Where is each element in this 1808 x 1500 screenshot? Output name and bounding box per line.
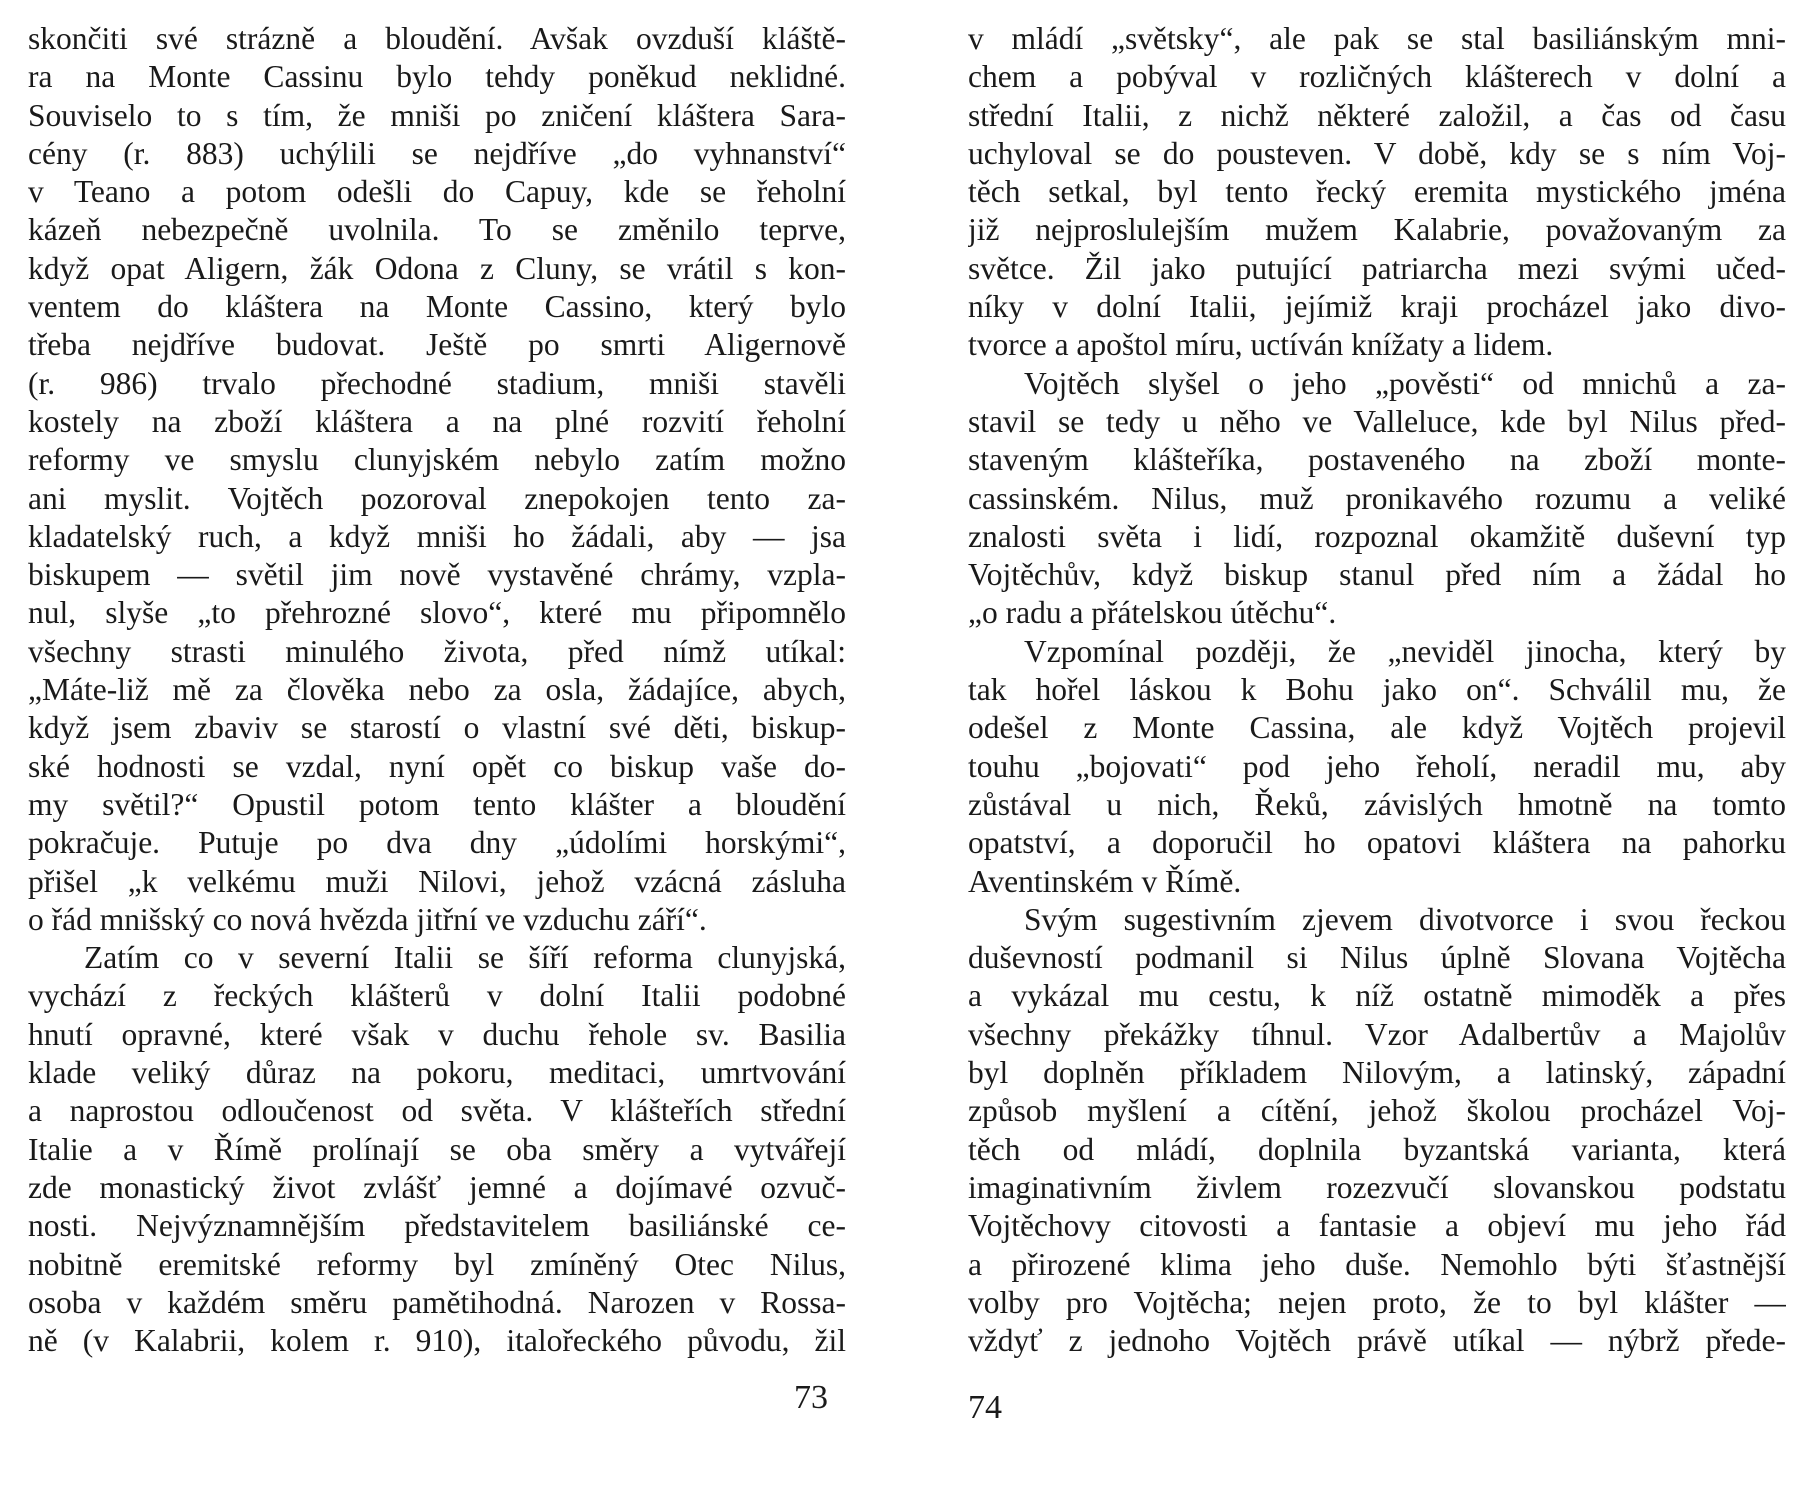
text-line: již nejproslulejším mužem Kalabrie, považovaným za [968, 212, 1786, 248]
text-line: ra na Monte Cassinu bylo tehdy poněkud neklidné. [28, 59, 846, 95]
left-page [28, 20, 846, 1360]
text-line: tak hořel láskou k Bohu jako on“. Schválil mu, že [968, 672, 1786, 708]
text-line: ventem do kláštera na Monte Cassino, který bylo [28, 289, 846, 325]
text-line: tvorce a apoštol míru, uctíván knížaty a lidem. [968, 327, 1554, 363]
text-line: touhu „bojovati“ pod jeho řeholí, neradil mu, aby [968, 748, 1786, 784]
text-line: střední Italii, z nichž některé založil, a čas od času [968, 97, 1786, 133]
text-line: byl doplněn příkladem Nilovým, a latinský, západní [968, 1055, 1786, 1091]
text-line: ské hodnosti se vzdal, nyní opět co biskup vaše do- [28, 748, 846, 784]
text-line: „o radu a přátelskou útěchu“. [968, 595, 1337, 631]
page-number-left: 73 [794, 1379, 828, 1416]
text-line: pokračuje. Putuje po dva dny „údolími horskými“, [28, 825, 846, 861]
text-line: světce. Žil jako putující patriarcha mezi svými učed- [968, 250, 1786, 286]
paragraph-start-line: Vojtěch slyšel o jeho „pověsti“ od mnichů a za- [1024, 365, 1786, 401]
text-line: kladatelský ruch, a když mniši ho žádali, aby — jsa [28, 518, 846, 554]
text-line: znalosti světa i lidí, rozpoznal okamžitě duševní typ [968, 518, 1786, 554]
text-line: staveným klášteříka, postaveného na zboží monte- [968, 442, 1786, 478]
text-line: opatství, a doporučil ho opatovi kláštera na pahorku [968, 825, 1786, 861]
text-line: když opat Aligern, žák Odona z Cluny, se vrátil s kon- [28, 250, 846, 286]
page-number-right: 74 [968, 1389, 1002, 1426]
text-line: cény (r. 883) uchýlili se nejdříve „do vyhnanství“ [28, 135, 846, 171]
text-line: všechny překážky tíhnul. Vzor Adalbertův a Majolův [968, 1016, 1786, 1052]
text-line: duševností podmanil si Nilus úplně Slovana Vojtěcha [968, 940, 1786, 976]
text-line: o řád mnišský co nová hvězda jitřní ve vzduchu září“. [28, 901, 707, 937]
text-line: třeba nejdříve budovat. Ještě po smrti Aligernově [28, 327, 846, 363]
text-line: a vykázal mu cestu, k níž ostatně mimoděk a přes [968, 978, 1786, 1014]
text-line: reformy ve smyslu clunyjském nebylo zatím možno [28, 442, 846, 478]
text-line: v mládí „světsky“, ale pak se stal basiliánským mni- [968, 21, 1786, 56]
text-line: my světil?“ Opustil potom tento klášter a bloudění [28, 786, 846, 822]
text-line: biskupem — světil jim nově vystavěné chrámy, vzpla- [28, 557, 846, 593]
text-line: zde monastický život zvlášť jemné a dojímavé ozvuč- [28, 1169, 846, 1205]
text-line: Vojtěchovy citovosti a fantasie a objeví mu jeho řád [968, 1208, 1786, 1244]
text-line: vychází z řeckých klášterů v dolní Italii podobné [28, 978, 846, 1014]
text-line: vždyť z jednoho Vojtěch právě utíkal — nýbrž přede- [968, 1323, 1786, 1359]
text-line: Vojtěchův, když biskup stanul před ním a žádal ho [968, 557, 1786, 593]
text-line: nosti. Nejvýznamnějším představitelem basiliánské ce- [28, 1208, 846, 1244]
text-line: odešel z Monte Cassina, ale když Vojtěch projevil [968, 710, 1786, 746]
text-line: „Máte-liž mě za člověka nebo za osla, žádajíce, abych, [28, 672, 846, 708]
text-line: klade veliký důraz na pokoru, meditaci, umrtvování [28, 1055, 846, 1091]
text-line: cassinském. Nilus, muž pronikavého rozumu a veliké [968, 480, 1786, 516]
text-line: Aventinském v Římě. [968, 863, 1242, 899]
text-line: těch setkal, byl tento řecký eremita mystického jména [968, 174, 1786, 210]
text-line: chem a pobýval v rozličných klášterech v dolní a [968, 59, 1786, 95]
text-line: stavil se tedy u něho ve Valleluce, kde byl Nilus před- [968, 403, 1786, 439]
text-line: nul, slyše „to přehrozné slovo“, které mu připomnělo [28, 595, 846, 631]
text-line: níky v dolní Italii, jejímiž kraji procházel jako divo- [968, 289, 1786, 325]
text-line: ně (v Kalabrii, kolem r. 910), italořeckého původu, žil [28, 1323, 846, 1359]
text-line: když jsem zbaviv se starostí o vlastní své děti, biskup- [28, 710, 846, 746]
text-line: skončiti své strázně a bloudění. Avšak ovzduší kláště- [28, 21, 846, 56]
text-line: ani myslit. Vojtěch pozoroval znepokojen tento za- [28, 480, 846, 516]
text-line: uchyloval se do pousteven. V době, kdy se s ním Voj- [968, 135, 1786, 171]
text-line: osoba v každém směru pamětihodná. Narozen v Rossa- [28, 1284, 846, 1320]
text-line: (r. 986) trvalo přechodné stadium, mniši stavěli [28, 365, 846, 401]
text-line: a naprostou odloučenost od světa. V klášteřích střední [28, 1093, 846, 1129]
text-line: a přirozené klima jeho duše. Nemohlo býti šťastnější [968, 1246, 1786, 1282]
text-line: imaginativním živlem rozezvučí slovanskou podstatu [968, 1169, 1786, 1205]
text-line: všechny strasti minulého života, před nímž utíkal: [28, 633, 846, 669]
text-line: Souviselo to s tím, že mniši po zničení kláštera Sara- [28, 97, 846, 133]
right-page [968, 20, 1786, 1360]
text-line: zůstával u nich, Řeků, závislých hmotně na tomto [968, 786, 1786, 822]
text-line: kázeň nebezpečně uvolnila. To se změnilo teprve, [28, 212, 846, 248]
text-line: způsob myšlení a cítění, jehož školou procházel Voj- [968, 1093, 1786, 1129]
text-line: hnutí opravné, které však v duchu řehole sv. Basilia [28, 1016, 846, 1052]
text-line: v Teano a potom odešli do Capuy, kde se řeholní [28, 174, 846, 210]
text-line: Italie a v Římě prolínají se oba směry a vytvářejí [28, 1131, 846, 1167]
text-line: těch od mládí, doplnila byzantská varianta, která [968, 1131, 1786, 1167]
paragraph-start-line: Svým sugestivním zjevem divotvorce i svou řeckou [1024, 901, 1786, 937]
text-line: přišel „k velkému muži Nilovi, jehož vzácná zásluha [28, 863, 846, 899]
text-line: nobitně eremitské reformy byl zmíněný Otec Nilus, [28, 1246, 846, 1282]
text-line: kostely na zboží kláštera a na plné rozvití řeholní [28, 403, 846, 439]
paragraph-start-line: Zatím co v severní Italii se šíří reforma clunyjská, [84, 940, 846, 976]
paragraph-start-line: Vzpomínal později, že „neviděl jinocha, který by [1024, 633, 1786, 669]
text-line: volby pro Vojtěcha; nejen proto, že to byl klášter — [968, 1284, 1786, 1320]
